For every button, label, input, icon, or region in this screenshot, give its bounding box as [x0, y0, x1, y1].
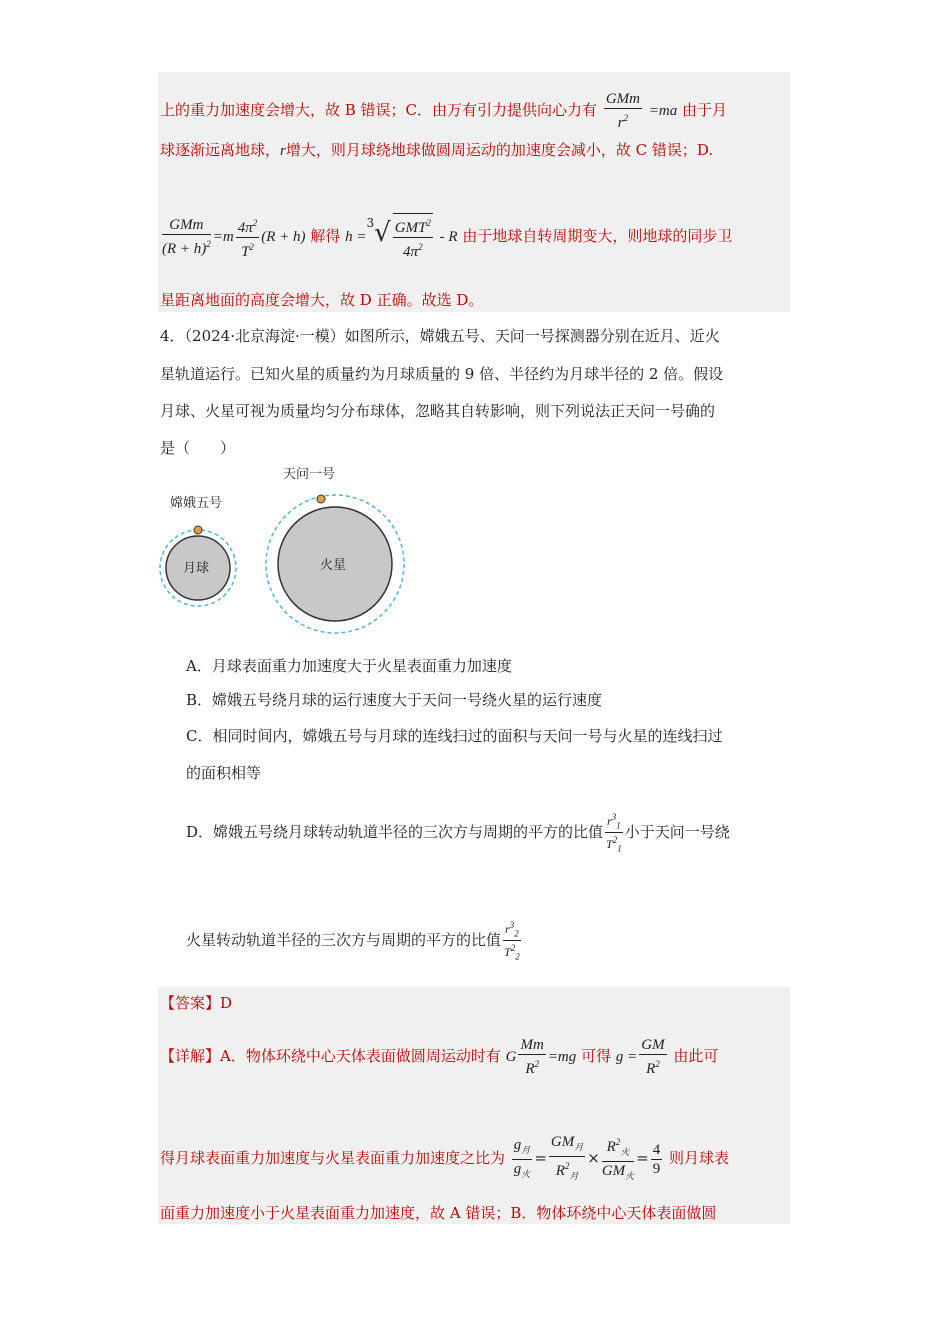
- label-moon: 月球: [183, 561, 210, 576]
- detail-line-2: 得月球表面重力加速度与火星表面重力加速度之比为 $\frac{g_月}{g_火}$ = $\frac{GM_月}{R^2_月}$ × $\frac{R^2_火}{GM_火}$ = $\frac{4}{9}$ 则月球表: [160, 1133, 729, 1185]
- question-line-3: 月球、火星可视为质量均匀分布球体，忽略其自转影响，则下列说法正天问一号确的: [160, 402, 716, 420]
- fraction: $\frac{GMT^2}{4\pi^2}$: [393, 213, 433, 261]
- detail-line-3: 面重力加速度小于火星表面重力加速度，故 A 错误；B．物体环绕中心天体表面做圆: [160, 1204, 717, 1222]
- answer-label: 【答案】D: [160, 994, 233, 1012]
- fraction: $\frac{r^3_2}{T^2_2}$: [504, 920, 520, 962]
- question-line-1: 4．（2024·北京海淀·一模）如图所示，嫦娥五号、天问一号探测器分别在近月、近火: [160, 327, 720, 345]
- fraction: $\frac{\text{GMm}}{(R + h)^2}$: [162, 217, 211, 257]
- fraction: $\frac{4}{9}$: [652, 1141, 661, 1177]
- question-line-4: 是（ ）: [160, 439, 236, 457]
- question-line-2: 星轨道运行。已知火星的质量约为月球质量的 9 倍、半径约为月球半径的 2 倍。假设: [160, 365, 724, 383]
- option-c-line-2: 的面积相等: [186, 764, 262, 782]
- option-d-line-1: D．嫦娥五号绕月球转动轨道半径的三次方与周期的平方的比值 $\frac{r^3_1}{T^2_1}$ 小于天问一号绕: [186, 812, 730, 854]
- answer-block: [158, 987, 790, 1224]
- label-moon-probe: 嫦娥五号: [170, 496, 223, 511]
- fraction: $\frac{g_月}{g_火}$: [513, 1136, 531, 1179]
- solution-line-1: 上的重力加速度会增大，故 B 错误；C．由万有引力提供向心力有 $\frac{\text{GMm}}{r^2}$ =ma 由于月: [160, 91, 728, 131]
- solution-line-3: $\frac{\text{GMm}}{(R + h)^2}$ =m $\frac{4\pi^2}{T^2}$ (R + h) 解得 h =$^3$√ $\frac{GMT^2}{4\pi^2}$ - R 由于地球自转周期变大，则地球的同步卫: [160, 213, 732, 261]
- solution-line-4: 星距离地面的高度会增大，故 D 正确。故选 D。: [160, 291, 484, 309]
- label-mars: 火星: [320, 558, 347, 573]
- fraction: $\frac{\text{GMm}}{r^2}$: [605, 91, 640, 131]
- fraction: $\frac{GM}{R^2}$: [641, 1037, 665, 1077]
- fraction: $\frac{GM_月}{R^2_月}$: [550, 1134, 584, 1181]
- fraction: $\frac{R^2_火}{GM_火}$: [602, 1133, 634, 1185]
- fraction: $\frac{4\pi^2}{T^2}$: [236, 214, 260, 261]
- orbit-figure: [150, 460, 420, 640]
- fraction: $\frac{Mm}{R^2}$: [520, 1037, 544, 1077]
- mars-probe-dot: [317, 495, 325, 503]
- option-b: B．嫦娥五号绕月球的运行速度大于天问一号绕火星的运行速度: [186, 691, 603, 709]
- detail-line-1: 【详解】A．物体环绕中心天体表面做圆周运动时有 G $\frac{Mm}{R^2}$ =mg 可得 g = $\frac{GM}{R^2}$ 由此可: [160, 1037, 719, 1077]
- label-mars-probe: 天问一号: [283, 467, 336, 482]
- fraction: $\frac{r^3_1}{T^2_1}$: [606, 812, 622, 854]
- option-d-line-2: 火星转动轨道半径的三次方与周期的平方的比值 $\frac{r^3_2}{T^2_2}$: [186, 920, 520, 962]
- option-a: A．月球表面重力加速度大于火星表面重力加速度: [186, 657, 512, 675]
- moon-probe-dot: [194, 526, 202, 534]
- solution-line-2: 球逐渐远离地球，r增大，则月球绕地球做圆周运动的加速度会减小，故 C 错误；D.: [160, 141, 714, 159]
- option-c-line-1: C．相同时间内，嫦娥五号与月球的连线扫过的面积与天问一号与火星的连线扫过: [186, 727, 723, 745]
